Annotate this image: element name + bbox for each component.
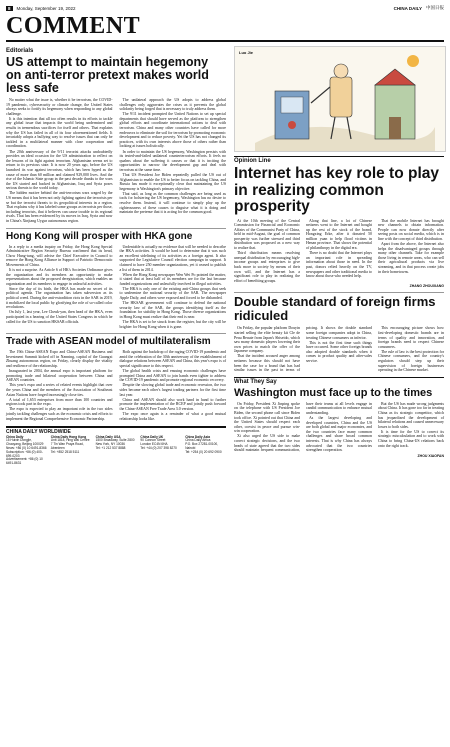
- footer-title: CHINA DAILY WORLDWIDE: [6, 428, 71, 435]
- page-number: 8: [8, 5, 11, 11]
- paragraph: It is this intention that all too often results in its efforts to tackle any global issue that impacts the world being undermined and results in tremendous sacrifices for itself and others. That explains why the US has failed in all of its four aforementioned fields. It invariably adopts a bullying way to resolve issues that can only be tackled in a multilateral manner with close cooperation and coordination.: [6, 116, 113, 149]
- office-name: China Daily: [6, 434, 24, 439]
- paragraph: On Friday, the popular platform Douyin started selling the elite beauty kit Cle de Peau Beaute from Japan's Shiseido, which saw many domestic players lowering their own prices to match the offer of the Japanese company.: [234, 326, 300, 354]
- paragraph: The global health crisis and ensuing economic challenges have prompted China and ASEAN to join hands even tighter to address the COVID-19 pandemic and promote regional economic recovery.: [119, 369, 226, 383]
- paragraph: In a reply to a media inquiry on Friday, the Hong Kong Special Administrative Region Security Bureau confirmed that its head, Chow Hang-tung, will advise the Chief Executive in Council to remove the Hong Kong Alliance in Support of Patriotic Democratic Movements of China.: [6, 244, 113, 267]
- paragraph: The HKSAR government will continue to defend the national security law of the SAR, the groups identifying itself as the foundation for stability in Hong Kong. Those diverse organizations in Hong Kong must realize that their end is near.: [119, 301, 226, 319]
- office-line: China Daily Africa: [185, 438, 211, 443]
- paragraph: The HKA is only one of the existing anti-China groups that seek to undermine the national security of the SAR. The newspaper Apple Daily, and others were exposed and forced to be disbanded.: [119, 286, 226, 301]
- office-line: New York, NY 10036: [95, 442, 125, 447]
- paragraph: Along that line, a lot of Chinese netizens went to the Internet and bought up the rest of the stock of the brand, Hongxing Erke, after it donated 50 million yuan to help flood victims in Henan province. That shows the potential of philanthropy in the digital era.: [306, 218, 372, 251]
- office-line: Tel: +1 212 537 8888: [95, 446, 126, 451]
- issue-date: Monday, September 19, 2022: [16, 5, 76, 11]
- paragraph: No matter what the issue is, whether it be terrorism, the COVID-19 pandemic, cybersecurity or climate change, the United States always seeks to fortify its hegemony when responding to any global challenge.: [6, 98, 113, 116]
- office-name: China Daily Hong Kong: [50, 434, 87, 439]
- header-right: [394, 5, 444, 11]
- opinion-second-body: [234, 326, 444, 372]
- footer-offices: [6, 436, 226, 466]
- page-columns: [6, 46, 444, 466]
- paragraph: The 19th China-ASEAN Expo and China-ASEAN Business and Investment Summit kicked off in Nanning, capital of the Guangxi Zhuang autonomous region, on Friday, clearly display the vitality and resilience of the relationship.: [6, 350, 113, 368]
- office-block: [51, 436, 92, 466]
- paragraph: Third distribution means resolving unequal distribution by encouraging high-income groups and enterprises to give back more to society by means of their own will, and the Internet has a significant role to play in realizing the effort of benefiting groups.: [234, 251, 300, 283]
- section-title: COMMENT: [6, 13, 141, 39]
- editorials-kicker: Editorials: [6, 48, 34, 54]
- what-they-say-kicker: What They Say: [234, 377, 444, 385]
- paragraph: It is time for the US to correct its strategic miscalculation and to work with China to bring China-US relations back onto the right track.: [378, 429, 444, 448]
- office-line: 7 Tin Wan Praya Road, Aberdeen: [50, 442, 84, 451]
- office-line: P.O. Box 27281-00100, Nairobi: [185, 442, 219, 451]
- paragraph: Xi also urged the US side to make correct strategic decisions, and the two heads of state agreed that the two sides should maintain frequent communication, have their teams at all levels engage in candid communication to enhance mutual understanding.: [234, 401, 372, 453]
- what-they-say-headline: Washington must face up to the times: [234, 386, 433, 399]
- paragraph: The expo once again is a reminder of what a good mutual relationship looks like.: [119, 411, 226, 421]
- paragraph: The rule of law is the best protection for Chinese consumers, and the country's regulators should step up their supervision of foreign businesses operating in the Chinese market.: [378, 349, 444, 373]
- divider: [6, 333, 226, 334]
- second-editorial-headline: Hong Kong will prosper with HKA gone: [6, 230, 193, 242]
- right-column: [234, 46, 444, 466]
- office-line: Tel: +852 2518 5111: [50, 449, 80, 454]
- paragraph: But the US has made wrong judgments about China. It has gone too far in treating China as its strategic competitor, which has jeopardized the development of bilateral relations and caused unnecessary losses to both sides.: [378, 401, 445, 429]
- paragraph: Since the day of its birth, the HKA has made no secret of its political agenda. The organization has taken subversion as its political creed. During the anti-extradition riots in the SAR in 2019, it mobilized the local public by glorifying the role of so-called color revolutions.: [6, 286, 113, 310]
- paragraph: In order to maintain the US hegemony, Washington persists with its tested-and-failed unilateral counterterrorism efforts. It feels no qualms about the suffering it causes or that it is inciting the opportunities to narrow the development gap and deal with terrorism at the same time.: [119, 149, 226, 172]
- paragraph: As the largest developing and developed countries, China and the US are both global and major economies, and the two countries face many common challenges and share broad common interests. That is why China has always advocated that the two countries strengthen cooperation.: [306, 416, 372, 453]
- opinion-lead-byline: ZHANG ZHOUXIANG: [409, 284, 444, 289]
- paragraph: The expo is expected to play an important role in the two sides jointly tackling challenges such as the economic crisis and efforts to implement the Regional Comprehensive Economic Partnership.: [6, 407, 113, 421]
- masthead-brand-chinese: 中国日报: [426, 5, 444, 10]
- paragraph: The 20th anniversary of the 9/11 terrorist attacks undoubtedly provides an ideal occasion for the US administration to reflect on the lessons of its fight against terrorism. Afghanistan seems set to return to its previous state. It is now 20 years ago, before the US launched its war against terrorism, which has been hyped as the cause of more than 60 million and claimed 929,000 lives. And the rise of the Islamic State group in the past decade thanks to the wars the US started and backed in Afghanistan, Iraq and Syria poses serious threats to the world today.: [6, 149, 113, 191]
- office-line: Unit 1818, Hing Wai Centre: [50, 438, 90, 443]
- paragraph: A total of 1,653 enterprises from more than 100 countries and regions took part in the expo.: [6, 397, 113, 407]
- paragraph: There is no doubt that the Internet plays an important role in spreading information about those in need. In the past, donors relied heavily on the TV, newspapers and other traditional media to know about those who needed help.: [306, 251, 372, 279]
- paragraph: This encouraging picture shows how fast-developing domestic brands are in terms of quality and innovation, and foreign brands need to respect Chinese consumers.: [378, 326, 444, 349]
- paragraph: That the mobile Internet has brought new channels to obtain information. People can now donate directly after seeing posts on social media, which is in line with the concept of third distribution.: [378, 218, 444, 241]
- header-left: [6, 6, 75, 11]
- paragraph: Despite the slowing global trade and economic recession, the two sides became each other's largest trading partners for the first time last year.: [119, 383, 226, 397]
- cartoon-signature: Luo Jie: [239, 50, 254, 55]
- paragraph: The hidden motive behind the anti-terrorism wars waged by the US means that it has been not only fighting against the terrorists per se but the terrorist threats to its geopolitical interests in a region. That explains why it has labeled some groups as terrorists per those, including terrorists, that it believes can cause trouble to its regional rivals. That has been evidenced by its moves in Iraq, Syria and now in China's Xinjiang Uygur autonomous region.: [6, 191, 113, 223]
- second-editorial-body: [6, 245, 226, 330]
- paragraph: At the 10th meeting of the Central Commission for Financial and Economic Affairs of the Communist Party of China, held in mid-August, the goal of common prosperity was further stressed and third distribution was proposed as a new way to realize that.: [234, 218, 300, 251]
- paragraph: This is not the first time such things have occurred. Some other foreign brands also adopted double standards when it comes to product quality and after-sales service.: [306, 340, 372, 363]
- left-column: [6, 46, 226, 466]
- third-editorial-body: [6, 350, 226, 421]
- paragraph: That said, as long as the common challenges are being used as tools for bolstering the US hegemony, Washington has no desire to resolve them. Instead, it will continue to simply play up the righteousness of these causes to disguise what it is doing and maintain the pretense that it is acting for the common good.: [119, 191, 226, 215]
- paragraph: The HKA is set to be struck from the register, but the city will be brighter for Hong Kong when it is gone.: [119, 320, 226, 329]
- opinion-second-headline: Double standard of foreign firms ridiculed: [234, 294, 436, 324]
- page-header: [6, 4, 444, 12]
- paragraph: Apart from the above, the Internet also helps the disadvantaged groups through many other channels. Take for example those living in remote areas, who can sell their agricultural products via live streaming, and in that process create jobs in their hometowns.: [378, 241, 444, 274]
- what-they-say-body: [234, 402, 444, 453]
- office-line: Tel: +44 (0) 207 398 8270: [140, 446, 177, 451]
- paragraph: Inaugurated in 2004, the annual expo is important platform for promoting trade and bilateral cooperation between China and ASEAN countries.: [6, 369, 113, 383]
- office-block: [6, 436, 47, 466]
- office-line: News: +86 (0) 10 6491-8366: [6, 446, 47, 451]
- paragraph: Both against the backdrop of the raging COVID-19 pandemic and amid the celebration of the 30th anniversary of the establishment of dialogue relations between ASEAN and China, this year's expo is of special significance to this respect.: [119, 350, 226, 368]
- paragraph: On Friday, President Xi Jinping spoke on the telephone with US President Joe Biden, the second phone call since Biden took office. Xi pointed out that China and the United States should respect each other, coexist in peace and pursue win-win cooperation.: [234, 401, 300, 434]
- office-line: 90 Cannon Street: [140, 438, 166, 443]
- what-they-say-byline: ZHOU XIAOFAN: [417, 453, 444, 458]
- office-block: [140, 436, 181, 466]
- paragraph: That the incident aroused anger among netizens because this should not have been the case for a brand that has had similar issues in the past in terms of pricing. It shows the double standard some foreign companies adopt in China, treating Chinese consumers as inferior.: [234, 326, 372, 373]
- office-block: [96, 436, 137, 466]
- office-name: China Daily USA: [95, 434, 121, 439]
- divider: [234, 292, 444, 293]
- paragraph: The 9/11 incident prompted the United Nations to set up special departments that should have served as the platform to strengthen global efforts and coordinate international actions to deal with terrorism. China and many other countries have called for more endeavors to eliminate the soil for terrorism by promoting economic development and to reduce poverty. Yet the US has not changed its practices, with its own interests above those of others rather than looking at issues holistically.: [119, 112, 226, 149]
- office-line: Tel: +254 (0) 20 692 0900: [185, 449, 222, 454]
- paragraph: Undeniable is actually no evidence that will be needed to describe the HKA activities. It would be hard to determine that it was such an excellent sidelining of its activities as a foreign agent. It also supported the Legislative Council election campaign in support. It claimed to have 250 member organizations, yet it ceased to publish a list of them in 2014.: [119, 244, 226, 272]
- paragraph: It is not a surprise. As Article 6 of HK's Societies Ordinance gives the organization and its members an opportunity to make representations about the proposed deregistration, which enables an organization and its members to engage in unlawful activities.: [6, 268, 113, 286]
- masthead-brand: CHINA DAILY: [393, 5, 422, 11]
- office-name: China Daily Asia: [185, 434, 211, 439]
- section-rule: [6, 40, 444, 42]
- paragraph: That US President Joe Biden repeatedly pulled the US out of Afghanistan to enable the US to better focus on tackling China, and Russia has made it exceptionally clear that maintaining the US hegemony is Washington's primary objective.: [119, 173, 226, 191]
- office-block: [185, 436, 226, 466]
- office-line: London EC4N 6HA: [140, 442, 168, 447]
- office-line: 1500 Broadway, Suite 2800: [95, 438, 135, 443]
- paragraph: When the Hong Kong newspaper Wen Wei Po pointed the matter, it stated that at least half of its members are for the last because funded organizations and unlawfully involved in illegal activities.: [119, 272, 226, 286]
- office-name: China Daily UK: [140, 434, 164, 439]
- office-line: Subscription: +86 (0) 400-699-0203: [6, 449, 43, 458]
- opinion-kicker: Opinion Line: [234, 156, 444, 164]
- lead-editorial-body: [6, 98, 226, 224]
- footer-box: [6, 426, 226, 466]
- paragraph: China and ASEAN should also work hand in hand to further promote the implementation of the RCEP and jointly push forward the China-ASEAN Free Trade Area 3.0 version.: [119, 397, 226, 411]
- cartoon-illustration: [235, 47, 445, 151]
- editorial-cartoon: [234, 46, 446, 152]
- opinion-lead-headline: Internet has key role to play in realizing common prosperity: [234, 165, 440, 215]
- office-line: Advertisement: +86 (0) 10 6491-8631: [6, 457, 43, 466]
- office-line: 15 Huixin Dongjie, Chaoyang, Beijing 100029: [6, 438, 44, 447]
- paragraph: This year's expo and a series of related events highlight that over the years China and the members of the Association of Southeast Asian Nations have forged increasingly close ties.: [6, 383, 113, 397]
- third-editorial-headline: Trade with ASEAN model of multilateralism: [6, 336, 211, 348]
- paragraph: The unilateral approach the US adopts to address global challenges only aggravates the crises as it prevents the global solidarity being forged that is necessary to truly address them.: [119, 98, 226, 112]
- divider: [6, 228, 226, 229]
- lead-editorial-headline: US attempt to maintain hegemony on anti-terror pretext makes world less safe: [6, 55, 209, 95]
- opinion-lead-body: [234, 219, 444, 284]
- paragraph: On July 1, last year, Lee Cheuk-yan, then head of the HKA, even participated in a hearing of the United States Congress in which he called for the US to sanction HKSAR officials.: [6, 310, 113, 324]
